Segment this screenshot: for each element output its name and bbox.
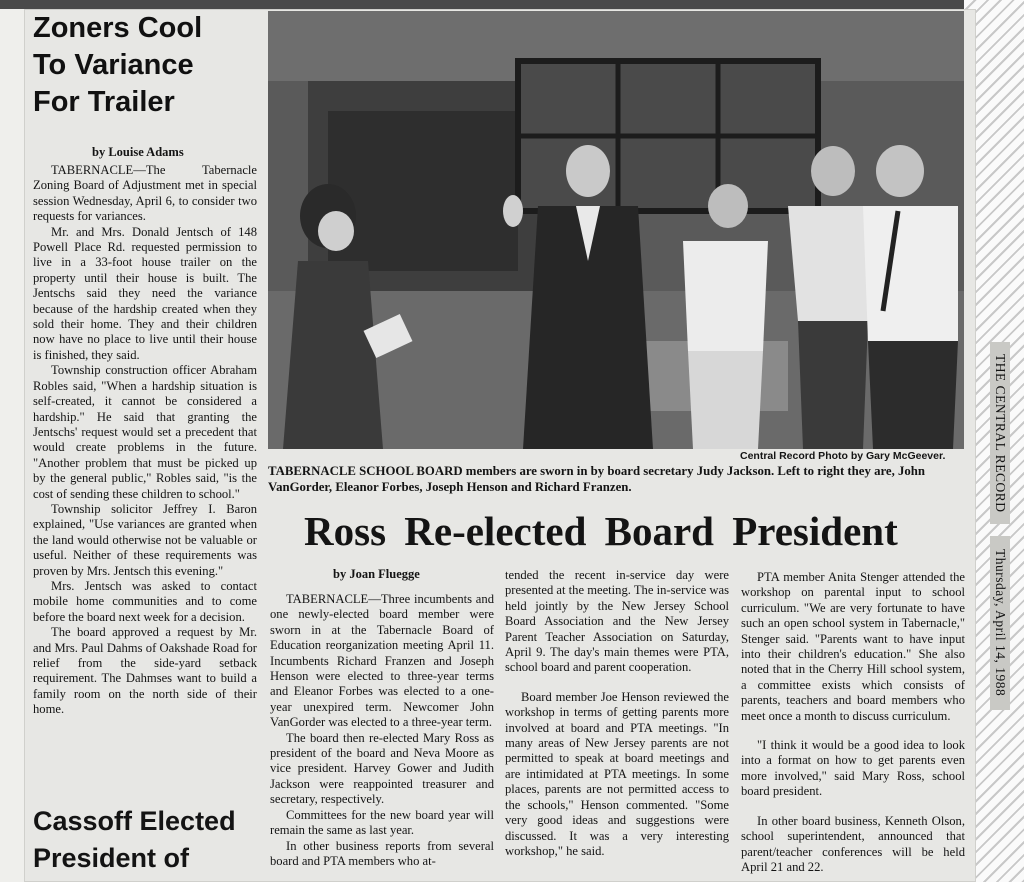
scanner-top-edge: [0, 0, 1024, 9]
story2-paragraph: The board then re-elected Mary Ross as president of the board and Neva Moore as vice president. Harvey Gower and Judith Jackson were reappointed treasurer and secretary, respectively.: [270, 730, 494, 807]
story3-headline: [33, 803, 263, 877]
story1-headline: [33, 10, 263, 121]
story1-body: [33, 163, 257, 718]
story2-paragraph: Board member Joe Henson reviewed the workshop in terms of getting parents more involved at board and PTA meetings. "In many areas of New Jersey parents are not permitted to speak at board meetings and are intimidated at PTA meetings. In some places, parents are not permitted access to the schools," Henson commented. "Some very good ideas and suggestions were discussed. It was a very interesting workshop," he said.: [505, 689, 729, 858]
story2-column-1: [270, 592, 494, 869]
story2-paragraph: "I think it would be a good idea to look into a format on how to get parents even more involved," said Mary Ross, school board president.: [741, 738, 965, 799]
story2-column-3: [741, 570, 965, 875]
story2-column-2: [505, 568, 729, 859]
paragraph-gap: [505, 676, 729, 690]
story1-headline-line: For Trailer: [33, 86, 175, 118]
story2-byline: by Joan Fluegge: [333, 567, 420, 581]
story1-paragraph: Mr. and Mrs. Donald Jentsch of 148 Powell Place Rd. requested permission to live in a 33-foot house trailer on the property until their house is built. The Jentschs said they need the variance because of the hardship created when they sold their home. They and their children now have no place to live until their house is finished, they said.: [33, 224, 257, 362]
publication-date-label: Thursday, April 14, 1988: [990, 536, 1010, 710]
story3-headline-line: President of: [33, 843, 190, 873]
story2-paragraph: PTA member Anita Stenger attended the workshop on parental input to school curriculum. "We are very fortunate to have such an open school system in Tabernacle," Stenger said. "Parents want to have input into their children's education." She also noted that in the Cherry Hill school system, a committee exists which consists of parents, teachers and board members who meet once a month to discuss curriculum.: [741, 570, 965, 723]
story1-paragraph: TABERNACLE—The Tabernacle Zoning Board of Adjustment met in special session Wednesday, April 6, to consider two requests for variances.: [33, 163, 257, 224]
story2-paragraph: TABERNACLE—Three incumbents and one newly-elected board member were sworn in at the Tabernacle Board of Education reorganization meeting April 11. Incumbents Richard Franzen and Joseph Henson were elected to three-year terms and Eleanor Forbes was elected to a one-year unexpired term. Newcomer John VanGorder was elected to a three-year term.: [270, 592, 494, 730]
story2-paragraph: tended the recent in-service day were presented at the meeting. The in-service was held jointly by the New Jersey School Board Association and the New Jersey Parent Teacher Association on Saturday, April 9. The day's main themes were PTA, school board and parent cooperation.: [505, 568, 729, 675]
publication-label: THE CENTRAL RECORD: [990, 342, 1010, 524]
story2-paragraph: In other board business, Kenneth Olson, school superintendent, announced that parent/teacher conferences will be held April 21 and 22.: [741, 813, 965, 874]
paragraph-gap: [741, 800, 965, 814]
story1-paragraph: The board approved a request by Mr. and Mrs. Paul Dahms of Oakshade Road for relief from the side-yard setback requirement. The Dahmses want to build a family room on the north side of their home.: [33, 625, 257, 717]
story1-paragraph: Township solicitor Jeffrey I. Baron explained, "Use variances are granted when the land would otherwise not be valuable or useful. Neither of these requirements was proven by Mrs. Jentsch this evening.": [33, 501, 257, 578]
story2-paragraph: Committees for the new board year will remain the same as last year.: [270, 807, 494, 838]
photo-caption: TABERNACLE SCHOOL BOARD members are sworn in by board secretary Judy Jackson. Left to right they are, John VanGorder, Eleanor Forbes, Joseph Henson and Richard Franzen.: [268, 464, 926, 494]
board-swearing-in-photo: [268, 11, 964, 449]
story1-headline-line: Zoners Cool: [33, 12, 203, 44]
story2-headline: Ross Re-elected Board President: [304, 508, 898, 554]
story1-paragraph: Mrs. Jentsch was asked to contact mobile home communities and to come before the board next week for a decision.: [33, 578, 257, 624]
story1-headline-line: To Variance: [33, 49, 194, 81]
story1-byline: by Louise Adams: [92, 145, 184, 159]
page-margin-left: [0, 9, 24, 882]
photo-credit: Central Record Photo by Gary McGeever.: [740, 450, 946, 462]
paragraph-gap: [741, 724, 965, 738]
story1-paragraph: Township construction officer Abraham Robles said, "When a hardship situation is self-created, it cannot be considered a hardship." He said that granting the Jentschs' request would set a precedent that would create problems in the future. "Another problem that must be picked up by the general public," Robles said, "is the cost of sending these children to school.": [33, 363, 257, 501]
photo-illustration: [268, 11, 964, 449]
story2-paragraph: In other business reports from several board and PTA members who at-: [270, 838, 494, 868]
story3-headline-line: Cassoff Elected: [33, 806, 236, 836]
